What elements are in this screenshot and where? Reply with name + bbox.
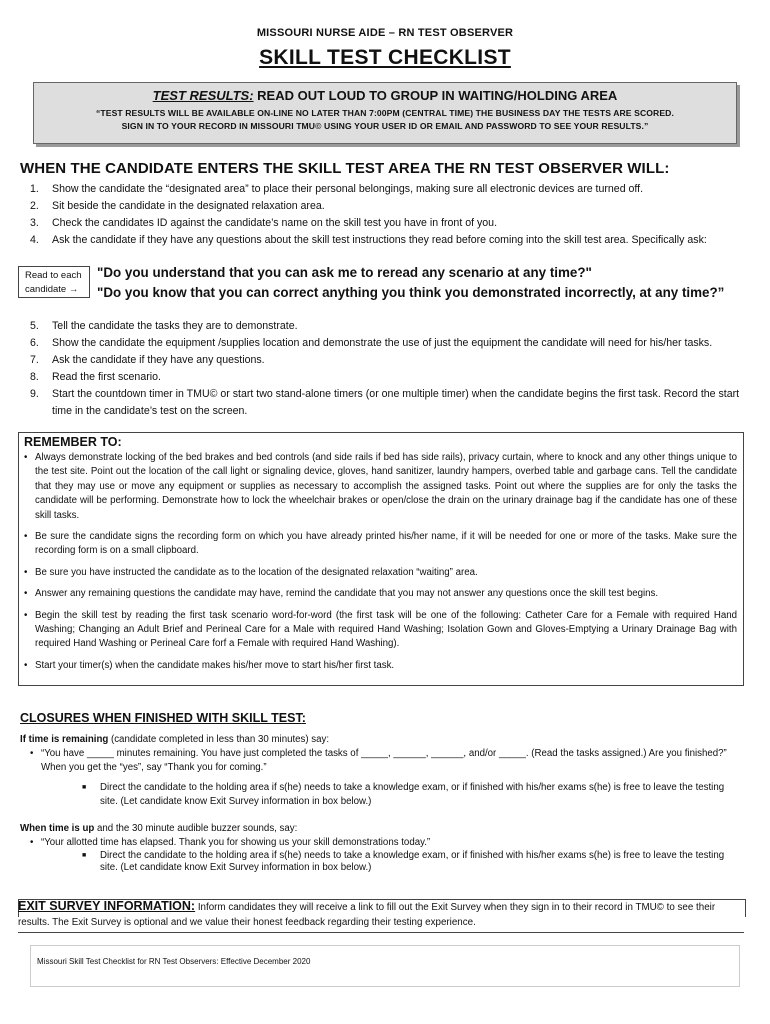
remember-text: Be sure you have instructed the candidate as to the location of the designated relaxation “waiting” area. bbox=[35, 566, 478, 578]
step-number: 6. bbox=[30, 337, 39, 349]
step-text: Start the countdown timer in TMU© or start two stand-alone timers (or one multiple timer) when the candidate begins the first task. Record the start time in the candidate’s test on the screen. bbox=[52, 388, 740, 417]
bullet-icon: • bbox=[24, 452, 28, 463]
square-bullet-icon: ■ bbox=[82, 784, 87, 791]
document-title: SKILL TEST CHECKLIST bbox=[259, 46, 511, 69]
test-results-line2: “TEST RESULTS WILL BE AVAILABLE ON-LINE NO LATER THAN 7:00PM (CENTRAL TIME) THE BUSINESS DAY THE TESTS ARE SCORED. bbox=[96, 108, 674, 118]
remember-item bbox=[24, 451, 737, 523]
time-remaining-label: If time is remaining bbox=[20, 734, 109, 745]
test-results-heading bbox=[34, 88, 736, 103]
step-item bbox=[30, 386, 752, 420]
step-text: Ask the candidate if they have any questions about the skill test instructions they read before coming into the skill test area. Specifically ask: bbox=[52, 234, 707, 246]
step-text: Ask the candidate if they have any questions. bbox=[52, 354, 265, 366]
bullet-icon: • bbox=[24, 659, 28, 671]
bullet-icon: • bbox=[30, 748, 34, 759]
closures-title bbox=[20, 711, 306, 725]
step-text: Show the candidate the “designated area” to place their personal belongings, making sure all electronic devices are turned off. bbox=[52, 183, 644, 195]
remember-item bbox=[24, 566, 737, 580]
remember-item bbox=[24, 659, 737, 673]
step-number: 7. bbox=[30, 354, 39, 366]
step-item bbox=[30, 232, 752, 249]
remember-text: Be sure the candidate signs the recording form on which you have already printed his/her name, if it will be needed for one or more of the tasks. Make sure the recording form is on a small clipboard. bbox=[35, 531, 737, 557]
step-item bbox=[30, 352, 752, 369]
remember-title: REMEMBER TO: bbox=[24, 435, 122, 449]
remember-text: Answer any remaining questions the candidate may have, remind the candidate that you may not answer any questions once the skill test begins. bbox=[35, 588, 659, 600]
step-item bbox=[30, 215, 752, 232]
step-item bbox=[30, 335, 752, 352]
step-number: 9. bbox=[30, 388, 39, 400]
steps-list-b bbox=[30, 318, 752, 420]
remember-item bbox=[24, 530, 737, 559]
time-up-rest: and the 30 minute audible buzzer sounds, say: bbox=[94, 823, 298, 834]
time-up-sub bbox=[20, 850, 740, 874]
time-up-bullet bbox=[20, 836, 740, 850]
bullet-icon: • bbox=[24, 609, 28, 621]
remember-box bbox=[18, 432, 744, 686]
step-number: 4. bbox=[30, 234, 39, 246]
step-item bbox=[30, 181, 752, 198]
step-number: 1. bbox=[30, 183, 39, 195]
steps-list-a bbox=[30, 181, 752, 249]
time-up-direction: Direct the candidate to the holding area if s(he) needs to take a knowledge exam, or if finished with his/her exams s(he) is free to leave the testing site. (Let candidate know Exit Survey information in box below.) bbox=[100, 850, 725, 873]
step-number: 2. bbox=[30, 200, 39, 212]
step-item bbox=[30, 369, 752, 386]
time-remaining-direction: Direct the candidate to the holding area if s(he) needs to take a knowledge exam, or if finished with his/her exams s(he) is free to leave the testing site. (Let candidate know Exit Survey information in box below.) bbox=[100, 782, 725, 807]
time-up-block bbox=[20, 822, 740, 874]
step-number: 5. bbox=[30, 320, 39, 332]
exit-survey-info bbox=[18, 899, 744, 935]
remember-text: Begin the skill test by reading the first task scenario word-for-word (the first task will be one of the following: Catheter Care for a Female with required Hand Washing; Changing an Adult Brief and Perineal Care for a Male with required Hand Washing; Isolation Gown and Gloves-Emptying a Urinary Drainage Bag with required Hand Washing or Perineal Care forf a Female with required Hand Washing). bbox=[35, 609, 737, 650]
step-text: Sit beside the candidate in the designated relaxation area. bbox=[52, 200, 325, 212]
bullet-icon: • bbox=[24, 566, 28, 578]
step-number: 8. bbox=[30, 371, 39, 383]
test-results-line3: SIGN IN TO YOUR RECORD IN MISSOURI TMU© USING YOUR USER ID OR EMAIL AND PASSWORD TO SEE YOUR RESULTS.” bbox=[121, 121, 649, 131]
exit-survey-title: EXIT SURVEY INFORMATION: bbox=[18, 899, 196, 913]
test-results-box bbox=[33, 82, 737, 144]
time-remaining-heading bbox=[20, 733, 740, 747]
test-results-label: TEST RESULTS: bbox=[152, 88, 254, 103]
step-text: Read the first scenario. bbox=[52, 371, 161, 383]
exit-survey-text: Inform candidates they will receive a link to fill out the Exit Survey when they sign in to their record in TMU© to see their results. The Exit Survey is optional and we value their honest feedback regarding their testing experience. bbox=[18, 902, 716, 928]
time-up-script: “Your allotted time has elapsed. Thank you for showing us your skill demonstrations today.” bbox=[41, 837, 431, 848]
bullet-icon: • bbox=[24, 531, 28, 543]
remember-item bbox=[24, 609, 737, 652]
time-remaining-bullet bbox=[20, 747, 740, 775]
bullet-icon: • bbox=[30, 837, 34, 848]
header-line: MISSOURI NURSE AIDE – RN TEST OBSERVER bbox=[256, 27, 514, 39]
time-up-label: When time is up bbox=[20, 823, 95, 834]
closures-title-colon: : bbox=[301, 711, 306, 725]
remember-text: Always demonstrate locking of the bed brakes and bed controls (and side rails if bed has side rails), privacy curtain, where to knock and any other things unique to the test site. Point out the location of the call light or signaling device, gloves, hand sanitizer, laundry hampers, overbed table and garbage cans. Tell the candidate that they may use or move any equipment or supplies as necessary to accomplish the assigned tasks. Point out where the supplies are for only the tasks the candidate will be performing. Demonstrate how to lock the wheelchair brakes or open/close the drain on the urinary drainage bag if the candidate has one of these skill tasks. bbox=[35, 452, 737, 521]
time-remaining-block bbox=[20, 733, 740, 809]
section-title-enter: WHEN THE CANDIDATE ENTERS THE SKILL TEST AREA THE RN TEST OBSERVER WILL: bbox=[20, 160, 670, 177]
remember-text: Start your timer(s) when the candidate makes his/her move to start his/her first task. bbox=[35, 659, 395, 671]
time-remaining-script: “You have _____ minutes remaining. You have just completed the tasks of _____, ______, ______, and/or _____. (Read the tasks assigned.) Are you finished?” When you get the “yes”, say “Thank you for coming.” bbox=[41, 748, 727, 773]
quote-reread: "Do you understand that you can ask me to reread any scenario at any time?" bbox=[97, 265, 592, 280]
footer: Missouri Skill Test Checklist for RN Test Observers: Effective December 2020 bbox=[30, 945, 740, 987]
time-up-heading bbox=[20, 822, 740, 836]
step-text: Tell the candidate the tasks they are to demonstrate. bbox=[52, 320, 298, 332]
time-remaining-sub bbox=[20, 781, 740, 809]
step-number: 3. bbox=[30, 217, 39, 229]
quote-correct: "Do you know that you can correct anything you think you demonstrated incorrectly, at any time?” bbox=[97, 285, 725, 300]
time-remaining-rest: (candidate completed in less than 30 minutes) say: bbox=[108, 734, 330, 745]
read-to-candidate-box: Read to each candidate → bbox=[18, 266, 90, 298]
closures-title-text: CLOSURES WHEN FINISHED WITH SKILL TEST bbox=[20, 711, 302, 725]
remember-item bbox=[24, 587, 737, 601]
step-item bbox=[30, 318, 752, 335]
step-text: Check the candidates ID against the candidate’s name on the skill test you have in front of you. bbox=[52, 217, 498, 229]
square-bullet-icon: ■ bbox=[82, 852, 87, 859]
test-results-instruction: READ OUT LOUD TO GROUP IN WAITING/HOLDING AREA bbox=[253, 88, 618, 103]
step-text: Show the candidate the equipment /supplies location and demonstrate the use of just the equipment the candidate will need for his/her tasks. bbox=[52, 337, 713, 349]
step-item bbox=[30, 198, 752, 215]
bullet-icon: • bbox=[24, 588, 28, 600]
